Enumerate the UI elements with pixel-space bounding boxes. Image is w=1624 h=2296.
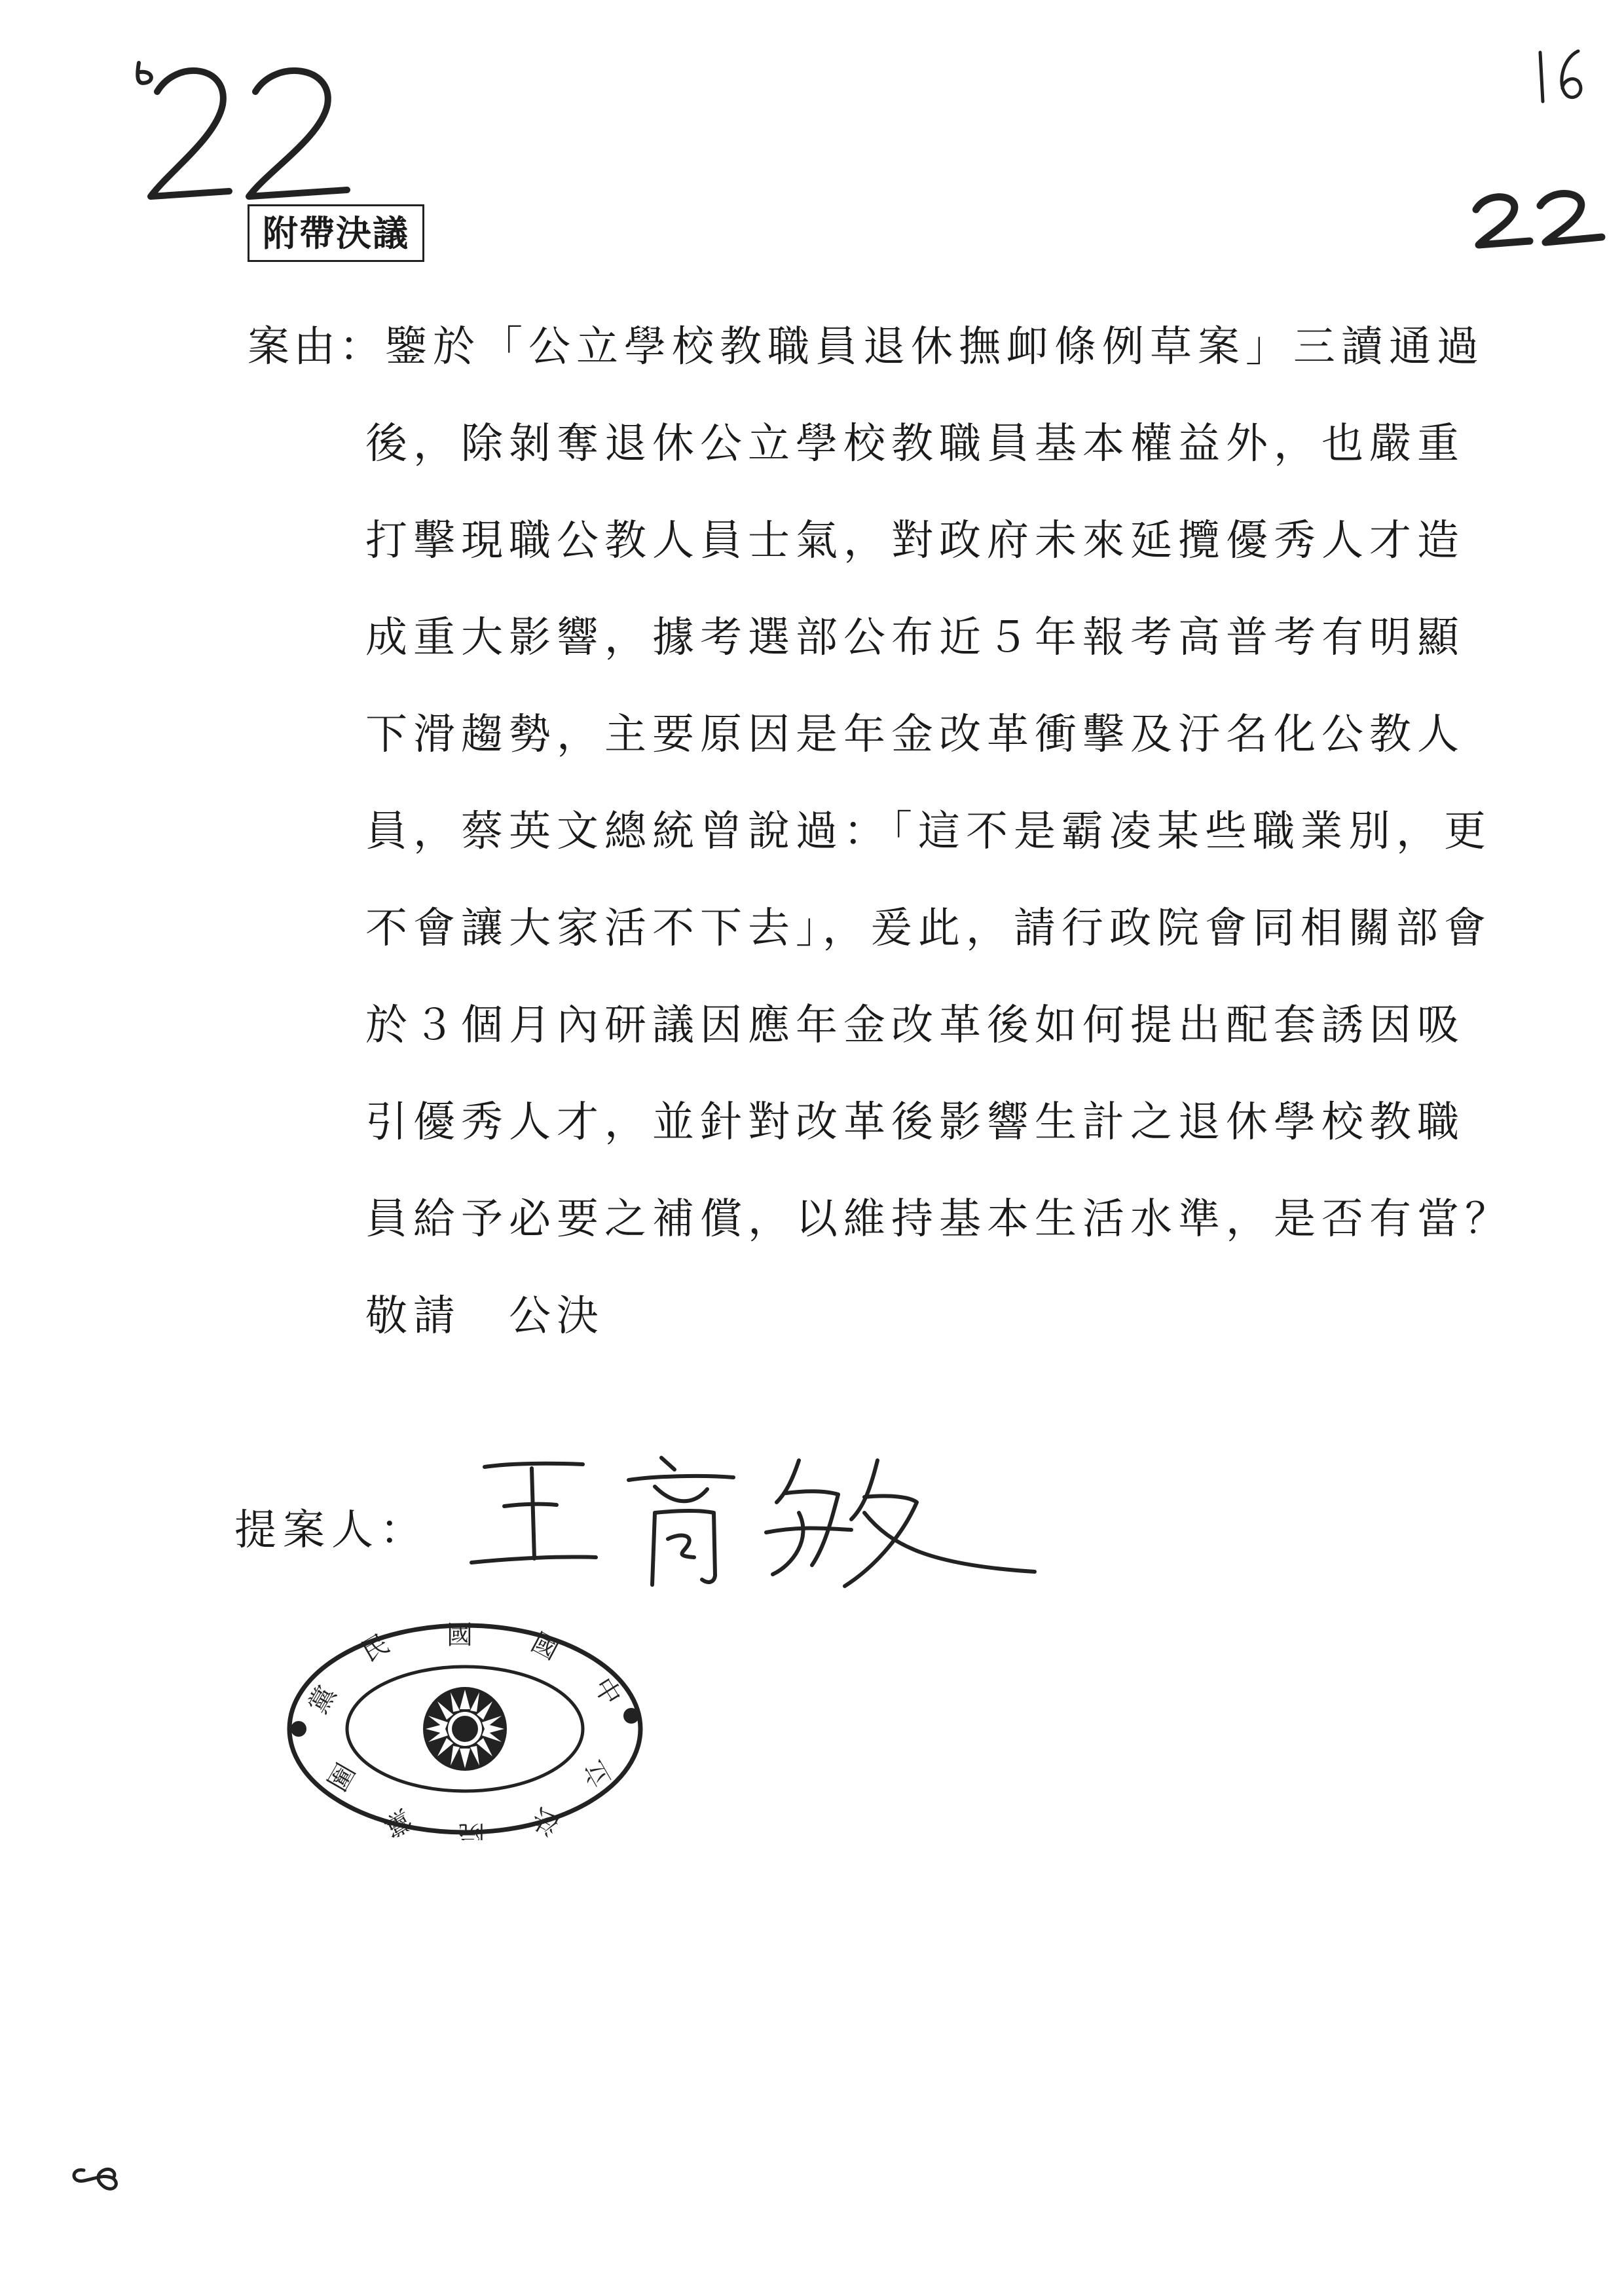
resolution-body bbox=[248, 308, 1513, 1374]
handwritten-page-mark bbox=[64, 2155, 123, 2203]
closing-line: 敬請 公決 bbox=[365, 1292, 604, 1341]
reason-line: 下滑趨勢，主要原因是年金改革衝擊及汙名化公教人 bbox=[365, 711, 1465, 759]
handwritten-number-16 bbox=[1532, 39, 1598, 114]
reason-line: 成重大影響，據考選部公布近５年報考高普考有明顯 bbox=[365, 614, 1465, 662]
seal-char: 法 bbox=[526, 1802, 565, 1840]
seal-char: 團 bbox=[320, 1757, 360, 1796]
reason-line: 後，除剝奪退休公立學校教職員基本權益外，也嚴重 bbox=[365, 420, 1465, 468]
proposer-label: 提案人： bbox=[234, 1506, 428, 1555]
seal-char: 國 bbox=[526, 1627, 564, 1667]
party-caucus-seal bbox=[282, 1618, 648, 1843]
sun-emblem-icon bbox=[423, 1687, 507, 1771]
handwritten-signature bbox=[458, 1434, 1048, 1607]
seal-char: 黨 bbox=[303, 1680, 342, 1719]
handwritten-number-22 bbox=[131, 39, 380, 212]
seal-char: 黨 bbox=[378, 1803, 416, 1840]
attached-resolution-tag: 附帶決議 bbox=[248, 204, 424, 262]
seal-char: 院 bbox=[458, 1819, 485, 1840]
reason-label: 案由： bbox=[248, 323, 385, 371]
seal-char: 國 bbox=[447, 1620, 473, 1650]
reason-line: 不會讓大家活不下去」，爰此，請行政院會同相關部會 bbox=[365, 904, 1492, 953]
reason-line: 鑒於「公立學校教職員退休撫卹條例草案」三讀通過 bbox=[385, 323, 1485, 371]
reason-line: 打擊現職公教人員士氣，對政府未來延攬優秀人才造 bbox=[365, 517, 1465, 565]
seal-char: 中 bbox=[587, 1672, 627, 1711]
reason-line: 員，蔡英文總統曾說過：「這不是霸凌某些職業別，更 bbox=[365, 807, 1492, 856]
reason-first-line bbox=[248, 308, 1485, 405]
seal-char: 立 bbox=[578, 1754, 618, 1793]
reason-line: 於３個月內研議因應年金改革後如何提出配套誘因吸 bbox=[365, 1001, 1465, 1050]
reason-line: 員給予必要之補償，以維持基本生活水準，是否有當？ bbox=[365, 1195, 1513, 1244]
reason-line: 引優秀人才，並針對改革後影響生計之退休學校教職 bbox=[365, 1098, 1465, 1147]
handwritten-number-22-right bbox=[1467, 177, 1611, 258]
seal-char: 民 bbox=[356, 1628, 395, 1668]
